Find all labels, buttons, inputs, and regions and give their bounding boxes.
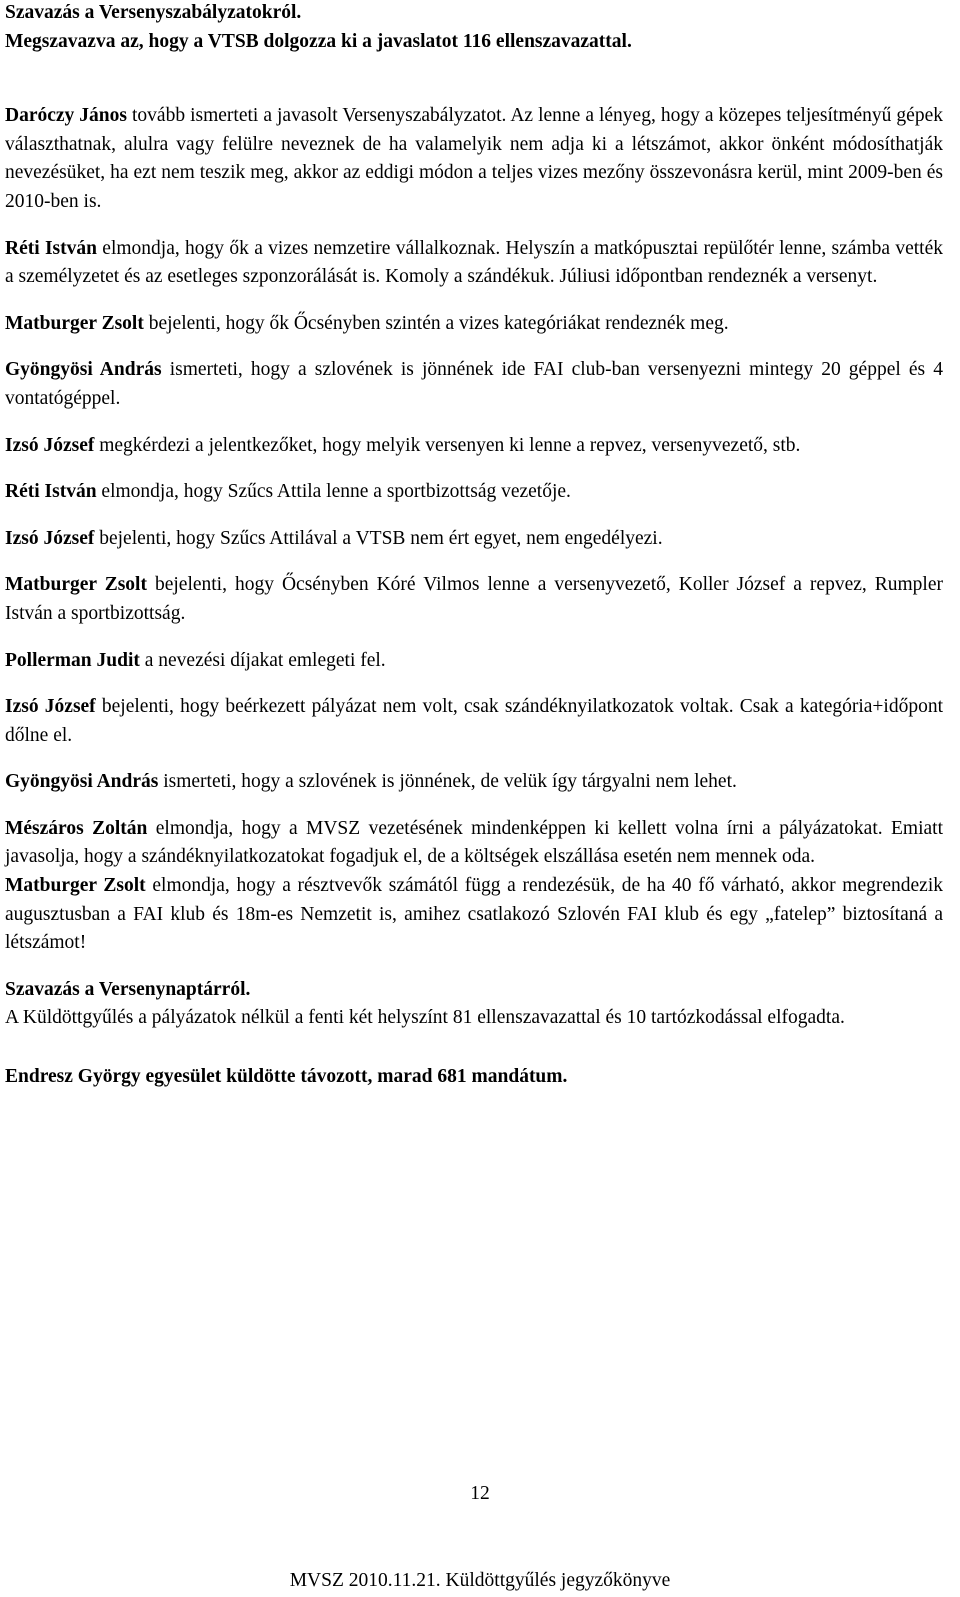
paragraph-daroczy	[5, 102, 943, 216]
speaker-name: Gyöngyösi András	[5, 359, 162, 381]
speaker-name: Matburger Zsolt	[5, 574, 147, 596]
paragraph-text: elmondja, hogy a MVSZ vezetésének mindenképpen ki kellett volna írni a pályázatokat. Emiatt javasolja, hogy a szándéknyilatkozatokat fogadjuk el, de a költségek elszállása esetén nem mennek oda.	[5, 817, 943, 868]
paragraph-matburger-3	[5, 872, 943, 958]
paragraph-reti-2	[5, 478, 943, 507]
speaker-name: Réti István	[5, 237, 97, 259]
paragraph-izso-2	[5, 525, 943, 554]
paragraph-text: bejelenti, hogy Őcsényben Kóré Vilmos lenne a versenyvezető, Koller József a repvez, Rumpler István a sportbizottság.	[5, 574, 943, 624]
speaker-name: Réti István	[5, 481, 97, 503]
page-number: 12	[470, 1483, 490, 1504]
paragraph-gyongyosi-1	[5, 356, 943, 413]
paragraph-text: elmondja, hogy a résztvevők számától függ a rendezésük, de ha 40 fő várható, akkor megrendezik augusztusban a FAI klub és 18m-es Nemzetit is, amihez csatlakozó Szlovén FAI klub és egy „fatelep” biztosítaná a létszámot!	[5, 875, 943, 954]
speaker-name: Izsó József	[5, 696, 96, 718]
paragraph-pollerman	[5, 647, 943, 676]
paragraph-text: bejelenti, hogy ők Őcsényben szintén a vizes kategóriákat rendeznék meg.	[143, 312, 729, 334]
vote-result-calendar: A Küldöttgyűlés a pályázatok nélkül a fenti két helyszínt 81 ellenszavazattal és 10 tartózkodással elfogadta.	[5, 1007, 845, 1029]
paragraph-matburger-2	[5, 571, 943, 628]
closing-note: Endresz György egyesület küldötte távozott, marad 681 mandátum.	[5, 1066, 568, 1088]
paragraph-izso-1	[5, 432, 943, 461]
document-body	[5, 0, 943, 1092]
paragraph-text: tovább ismerteti a javasolt Versenyszabályzatot. Az lenne a lényeg, hogy a közepes teljesítményű gépek választhatnak, alulra vagy felülre neveznek de ha valamelyik nem adja ki a létszámot, akkor önként módosíthatják nevezésüket, ha ezt nem teszik meg, akkor az eddigi módon a teljes vizes mezőny összevonásra kerül, mint 2009-ben és 2010-ben is.	[5, 105, 943, 212]
paragraph-text: ismerteti, hogy a szlovének is jönnének, de velük így tárgyalni nem lehet.	[158, 771, 737, 793]
paragraph-meszaros	[5, 815, 943, 872]
paragraph-matburger-1	[5, 310, 943, 339]
speaker-name: Izsó József	[5, 527, 95, 549]
paragraph-text: elmondja, hogy ők a vizes nemzetire vállalkoznak. Helyszín a matkópusztai repülőtér lenne, számba vették a személyzetet és az esetleges szponzorálását is. Komoly a szándékuk. Júliusi időpontban rendeznék a versenyt.	[5, 237, 943, 288]
paragraph-gyongyosi-2	[5, 768, 943, 797]
paragraph-text: a nevezési díjakat emlegeti fel.	[139, 649, 386, 671]
heading-vote-rules: Szavazás a Versenyszabályzatokról.	[5, 2, 302, 23]
page-footer: MVSZ 2010.11.21. Küldöttgyűlés jegyzőkönyve	[289, 1570, 671, 1591]
speaker-name: Daróczy János	[5, 105, 127, 127]
heading-vote-calendar: Szavazás a Versenynaptárról.	[5, 978, 251, 1000]
paragraph-text: elmondja, hogy Szűcs Attila lenne a sportbizottság vezetője.	[96, 481, 571, 503]
speaker-name: Matburger Zsolt	[5, 312, 144, 334]
paragraph-text: ismerteti, hogy a szlovének is jönnének ide FAI club-ban versenyezni mintegy 20 géppel és 4 vontatógéppel.	[5, 359, 943, 409]
paragraph-text: bejelenti, hogy beérkezett pályázat nem volt, csak szándéknyilatkozatok voltak. Csak a kategória+időpont dőlne el.	[5, 696, 943, 746]
speaker-name: Gyöngyösi András	[5, 771, 159, 793]
speaker-name: Mészáros Zoltán	[5, 817, 148, 839]
vote-result-rules: Megszavazva az, hogy a VTSB dolgozza ki a javaslatot 116 ellenszavazattal.	[5, 30, 632, 52]
speaker-name: Izsó József	[5, 434, 95, 456]
speaker-name: Pollerman Judit	[5, 649, 140, 671]
paragraph-izso-3	[5, 693, 943, 750]
paragraph-reti-1	[5, 235, 943, 292]
paragraph-text: megkérdezi a jelentkezőket, hogy melyik versenyen ki lenne a repvez, versenyvezető, stb.	[94, 434, 801, 456]
paragraph-text: bejelenti, hogy Szűcs Attilával a VTSB nem ért egyet, nem engedélyezi.	[94, 527, 663, 549]
speaker-name: Matburger Zsolt	[5, 875, 146, 897]
